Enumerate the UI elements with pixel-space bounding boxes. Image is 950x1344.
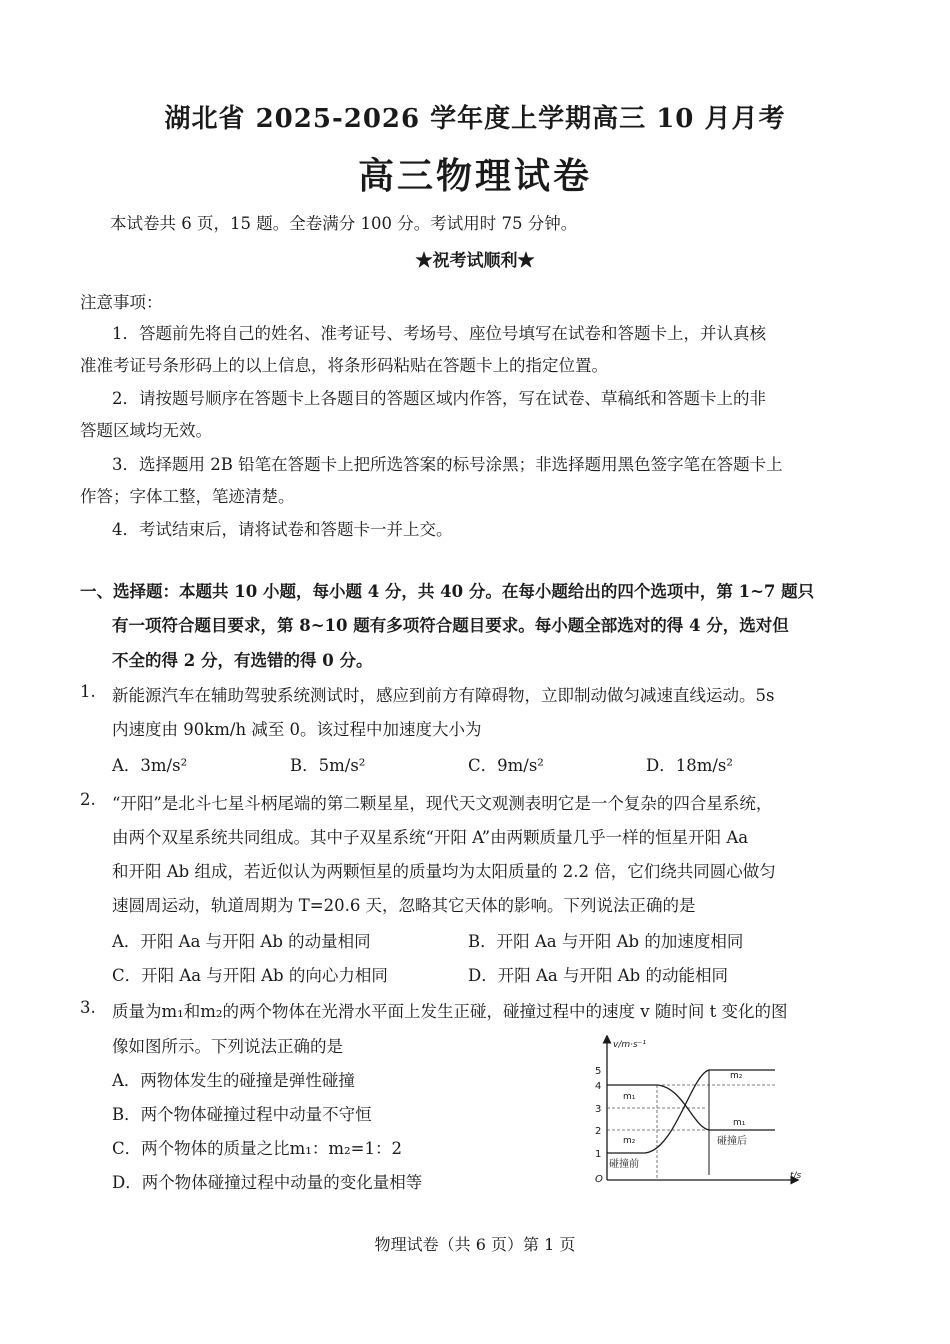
question-2-option-b: B．开阳 Aa 与开阳 Ab 的加速度相同 — [468, 932, 744, 951]
question-2-number: 2. — [80, 790, 96, 809]
notice-item-2: 2．请按题号顺序在答题卡上各题目的答题区域内作答，写在试卷、草稿纸和答题卡上的非 — [112, 389, 766, 408]
y-tick-4: 4 — [595, 1081, 602, 1092]
question-1-stem-cont: 内速度由 90km/h 减至 0。该过程中加速度大小为 — [112, 720, 482, 739]
question-1-option-d: D．18m/s² — [646, 756, 734, 775]
exam-header-title: 湖北省 2025-2026 学年度上学期高三 10 月月考 — [164, 104, 786, 134]
question-2-option-c: C．开阳 Aa 与开阳 Ab 的向心力相同 — [112, 966, 388, 985]
label-m1-before: m₁ — [623, 1092, 636, 1102]
exam-subject-title: 高三物理试卷 — [357, 155, 592, 197]
question-2-stem-cont3: 速圆周运动，轨道周期为 T=20.6 天，忽略其它天体的影响。下列说法正确的是 — [112, 896, 696, 915]
question-3-option-d: D．两个物体碰撞过程中动量的变化量相等 — [112, 1173, 423, 1192]
notice-item-1: 1．答题前先将自己的姓名、准考证号、考场号、座位号填写在试卷和答题卡上，并认真核 — [112, 324, 766, 343]
page-footer: 物理试卷（共 6 页）第 1 页 — [374, 1235, 576, 1254]
question-1-number: 1. — [80, 682, 96, 701]
good-luck-banner: ★祝考试顺利★ — [415, 251, 535, 271]
question-3-option-b: B．两个物体碰撞过程中动量不守恒 — [112, 1105, 372, 1124]
y-axis-label: v/m·s⁻¹ — [613, 1040, 647, 1050]
exam-intro: 本试卷共 6 页，15 题。全卷满分 100 分。考试用时 75 分钟。 — [110, 214, 578, 233]
question-2-option-d: D．开阳 Aa 与开阳 Ab 的动能相同 — [468, 966, 728, 985]
section-1-heading: 一、选择题：本题共 10 小题，每小题 4 分，共 40 分。在每小题给出的四个选项中，第 1~7 题只 — [80, 582, 815, 601]
label-m2-after: m₂ — [730, 1071, 743, 1081]
question-3-number: 3. — [80, 998, 96, 1017]
label-before-collision: 碰撞前 — [609, 1159, 639, 1170]
question-3-option-a: A．两物体发生的碰撞是弹性碰撞 — [112, 1071, 355, 1090]
question-1-option-b: B．5m/s² — [290, 756, 366, 775]
question-2-stem-cont2: 和开阳 Ab 组成，若近似认为两颗恒星的质量均为太阳质量的 2.2 倍，它们绕共同圆心做匀 — [112, 862, 776, 881]
velocity-time-graph — [585, 1035, 810, 1190]
question-1-stem: 新能源汽车在辅助驾驶系统测试时，感应到前方有障碍物，立即制动做匀减速直线运动。5s — [112, 686, 775, 705]
question-2-stem-cont: 由两个双星系统共同组成。其中子双星系统“开阳 A”由两颗质量几乎一样的恒星开阳 Aa — [112, 828, 749, 847]
question-2-option-a: A．开阳 Aa 与开阳 Ab 的动量相同 — [112, 932, 371, 951]
y-tick-5: 5 — [595, 1066, 602, 1077]
label-m1-after: m₁ — [733, 1118, 746, 1128]
y-tick-1: 1 — [595, 1149, 602, 1160]
notice-title: 注意事项： — [80, 293, 163, 312]
section-1-heading-cont2: 不全的得 2 分，有选错的得 0 分。 — [112, 651, 373, 670]
y-tick-2: 2 — [595, 1126, 602, 1137]
question-3-stem-cont: 像如图所示。下列说法正确的是 — [112, 1037, 343, 1056]
question-3-stem: 质量为m₁和m₂的两个物体在光滑水平面上发生正碰，碰撞过程中的速度 v 随时间 t 变化的图 — [112, 1002, 788, 1021]
section-1-heading-cont: 有一项符合题目要求，第 8~10 题有多项符合题目要求。每小题全部选对的得 4 分，选对但 — [112, 616, 789, 635]
notice-item-4: 4．考试结束后，请将试卷和答题卡一并上交。 — [112, 520, 453, 539]
question-1-option-c: C．9m/s² — [468, 756, 544, 775]
origin-label: O — [595, 1174, 603, 1185]
x-axis-label: t/s — [790, 1171, 802, 1181]
notice-item-3-cont: 作答；字体工整，笔迹清楚。 — [80, 487, 295, 506]
y-tick-3: 3 — [595, 1104, 602, 1115]
question-2-stem: “开阳”是北斗七星斗柄尾端的第二颗星星，现代天文观测表明它是一个复杂的四合星系统， — [112, 794, 773, 813]
notice-item-3: 3．选择题用 2B 铅笔在答题卡上把所选答案的标号涂黑；非选择题用黑色签字笔在答题卡上 — [112, 455, 783, 474]
label-m2-before: m₂ — [623, 1136, 636, 1146]
notice-item-2-cont: 答题区域均无效。 — [80, 421, 212, 440]
question-3-option-c: C．两个物体的质量之比m₁：m₂=1：2 — [112, 1139, 402, 1158]
label-after-collision: 碰撞后 — [717, 1136, 747, 1147]
question-1-option-a: A．3m/s² — [112, 756, 188, 775]
notice-item-1-cont: 准准考证号条形码上的以上信息，将条形码粘贴在答题卡上的指定位置。 — [80, 356, 608, 375]
